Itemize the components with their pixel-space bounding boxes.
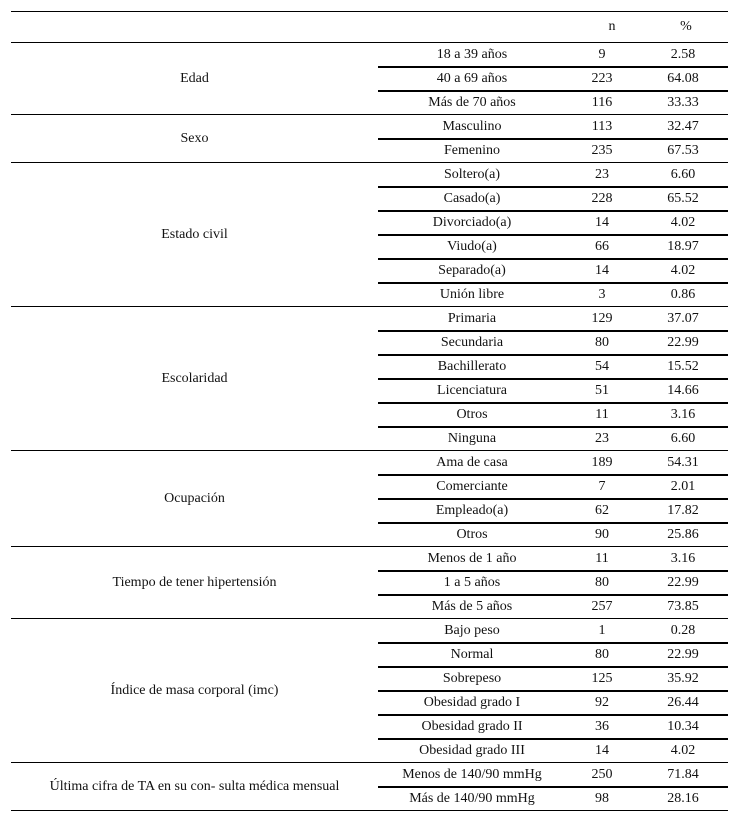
row-percent-value: 4.02	[670, 215, 696, 230]
row-n-value: 36	[595, 719, 609, 734]
row-category: Unión libre	[439, 287, 505, 302]
row-category: 40 a 69 años	[436, 71, 508, 86]
row-category: Secundaria	[440, 335, 504, 350]
row-n-value: 66	[595, 239, 609, 254]
row-percent-value: 4.02	[670, 743, 696, 758]
row-category: Casado(a)	[443, 191, 501, 206]
row-percent-value: 22.99	[667, 335, 699, 350]
group-label: Tiempo de tener hipertensión	[112, 575, 277, 590]
row-category: Otros	[456, 527, 488, 542]
row-percent-value: 4.02	[670, 263, 696, 278]
row-percent-value: 3.16	[670, 407, 696, 422]
row-percent-value: 15.52	[667, 359, 699, 374]
row-n-value: 257	[591, 599, 613, 614]
row-percent-value: 6.60	[670, 431, 696, 446]
group-label: Última cifra de TA en su con- sulta médica mensual	[49, 779, 340, 794]
row-category: Normal	[450, 647, 494, 662]
row-percent-value: 35.92	[667, 671, 699, 686]
row-category: 18 a 39 años	[436, 47, 508, 62]
row-n-value: 14	[595, 263, 609, 278]
row-n-value: 235	[591, 143, 613, 158]
row-percent-value: 22.99	[667, 575, 699, 590]
row-n-value: 80	[595, 335, 609, 350]
row-percent-value: 3.16	[670, 551, 696, 566]
row-category: Femenino	[444, 143, 500, 158]
row-percent-value: 33.33	[667, 95, 699, 110]
table-top-rule	[11, 11, 728, 12]
row-n-value: 51	[595, 383, 609, 398]
row-percent-value: 0.86	[670, 287, 696, 302]
row-percent-value: 10.34	[667, 719, 699, 734]
row-category: Más de 70 años	[428, 95, 516, 110]
row-category: Comerciante	[436, 479, 508, 494]
row-n-value: 14	[595, 215, 609, 230]
row-percent-value: 73.85	[667, 599, 699, 614]
row-category: Ama de casa	[436, 455, 508, 470]
row-n-value: 3	[598, 287, 606, 302]
row-percent-value: 25.86	[667, 527, 699, 542]
row-category: Menos de 1 año	[427, 551, 517, 566]
row-n-value: 125	[591, 671, 613, 686]
row-n-value: 116	[591, 95, 613, 110]
row-n-value: 80	[595, 575, 609, 590]
header-n: n	[608, 19, 616, 34]
row-percent-value: 71.84	[667, 767, 699, 782]
row-n-value: 90	[595, 527, 609, 542]
row-n-value: 11	[595, 551, 609, 566]
row-n-value: 11	[595, 407, 609, 422]
row-category: Masculino	[442, 119, 502, 134]
row-percent-value: 6.60	[670, 167, 696, 182]
row-n-value: 7	[598, 479, 606, 494]
row-percent-value: 28.16	[667, 791, 699, 806]
row-category: Viudo(a)	[447, 239, 497, 254]
row-n-value: 92	[595, 695, 609, 710]
row-n-value: 189	[591, 455, 613, 470]
row-category: Divorciado(a)	[432, 215, 512, 230]
row-n-value: 223	[591, 71, 613, 86]
row-category: Primaria	[447, 311, 497, 326]
group-label: Estado civil	[161, 227, 228, 242]
row-percent-value: 0.28	[670, 623, 696, 638]
row-category: Empleado(a)	[435, 503, 509, 518]
row-n-value: 80	[595, 647, 609, 662]
row-category: Más de 5 años	[431, 599, 513, 614]
row-n-value: 23	[595, 167, 609, 182]
row-category: Bachillerato	[437, 359, 507, 374]
header-percent: %	[680, 19, 692, 34]
row-n-value: 228	[591, 191, 613, 206]
row-percent-value: 22.99	[667, 647, 699, 662]
row-percent-value: 64.08	[667, 71, 699, 86]
row-category: Obesidad grado I	[423, 695, 521, 710]
row-n-value: 62	[595, 503, 609, 518]
row-category: Menos de 140/90 mmHg	[402, 767, 542, 782]
row-n-value: 14	[595, 743, 609, 758]
row-n-value: 129	[591, 311, 613, 326]
row-percent-value: 54.31	[667, 455, 699, 470]
row-n-value: 9	[598, 47, 606, 62]
row-category: Obesidad grado II	[421, 719, 523, 734]
row-percent-value: 17.82	[667, 503, 699, 518]
row-category: Ninguna	[447, 431, 497, 446]
row-n-value: 54	[595, 359, 609, 374]
row-percent-value: 37.07	[667, 311, 699, 326]
row-category: Separado(a)	[438, 263, 506, 278]
row-n-value: 1	[598, 623, 606, 638]
group-label: Sexo	[180, 131, 209, 146]
row-n-value: 113	[591, 119, 613, 134]
row-category: Licenciatura	[437, 383, 507, 398]
row-percent-value: 2.01	[670, 479, 696, 494]
group-label: Escolaridad	[161, 371, 228, 386]
row-category: Otros	[456, 407, 488, 422]
row-category: Soltero(a)	[444, 167, 500, 182]
row-category: Obesidad grado III	[419, 743, 525, 758]
row-percent-value: 65.52	[667, 191, 699, 206]
row-n-value: 23	[595, 431, 609, 446]
row-category: 1 a 5 años	[443, 575, 501, 590]
row-percent-value: 18.97	[667, 239, 699, 254]
row-percent-value: 2.58	[670, 47, 696, 62]
group-label: Ocupación	[164, 491, 225, 506]
row-category: Sobrepeso	[442, 671, 502, 686]
group-label: Edad	[180, 71, 209, 86]
group-label: Índice de masa corporal (imc)	[110, 683, 279, 698]
row-n-value: 250	[591, 767, 613, 782]
row-category: Bajo peso	[444, 623, 500, 638]
group-divider	[11, 810, 728, 811]
row-percent-value: 67.53	[667, 143, 699, 158]
row-percent-value: 32.47	[667, 119, 699, 134]
row-n-value: 98	[595, 791, 609, 806]
row-percent-value: 14.66	[667, 383, 699, 398]
row-category: Más de 140/90 mmHg	[409, 791, 535, 806]
row-percent-value: 26.44	[667, 695, 699, 710]
demographics-table	[11, 11, 728, 816]
